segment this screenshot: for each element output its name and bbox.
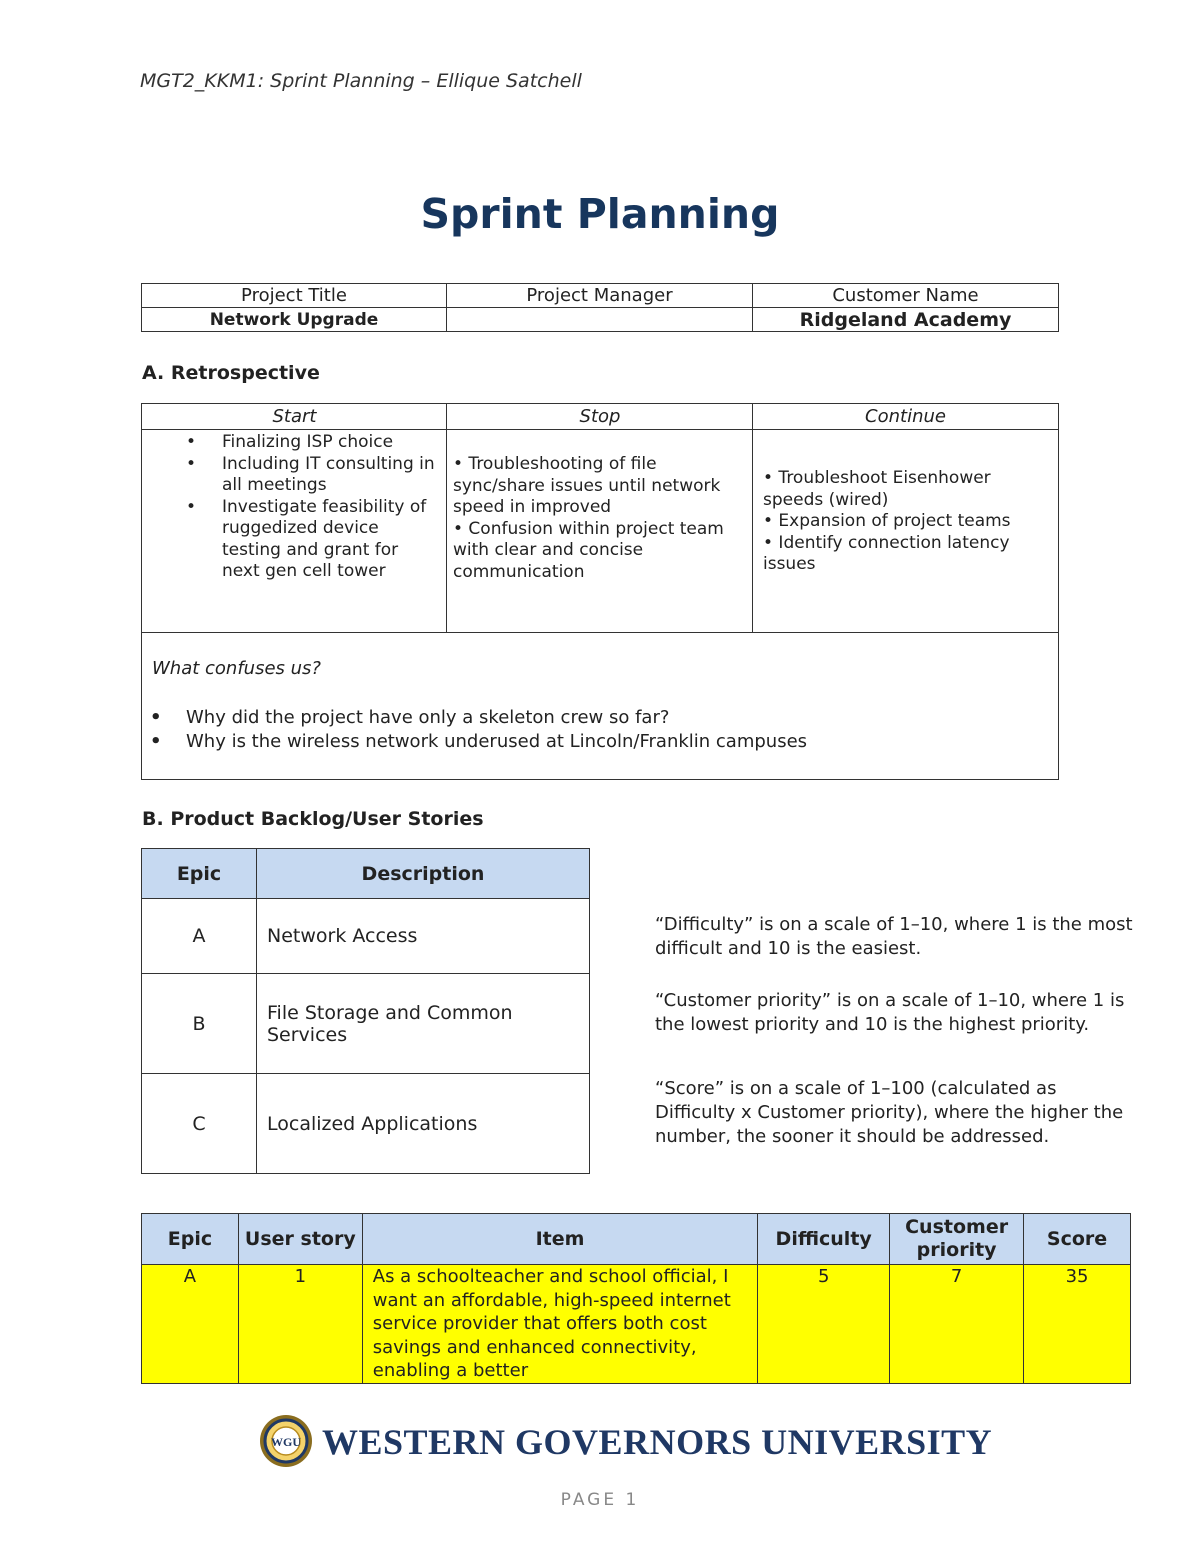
continue-item: • Identify connection latency issues	[763, 532, 1010, 574]
list-item: • Investigate feasibility of ruggedized device testing and grant for next gen cell tower	[142, 497, 440, 583]
stop-header: Stop	[447, 404, 753, 430]
epic-description: Network Access	[257, 899, 590, 974]
difficulty-note: “Difficulty” is on a scale of 1–10, where 1 is the most difficult and 10 is the easiest.	[655, 914, 1133, 959]
start-list	[142, 432, 440, 583]
customer-name-header: Customer Name	[753, 284, 1059, 308]
score-column-header: Score	[1024, 1214, 1131, 1265]
backlog-heading: B. Product Backlog/User Stories	[142, 808, 484, 830]
list-item: • Finalizing ISP choice	[142, 432, 440, 454]
page-title: Sprint Planning	[420, 190, 780, 238]
wgu-logo	[258, 1413, 993, 1469]
start-cell	[142, 430, 446, 632]
story-item: As a schoolteacher and school official, I want an affordable, high-speed internet service provider that offers both cost savings and enhanced connectivity, enabling a better	[362, 1265, 757, 1384]
epic-id: B	[142, 974, 257, 1074]
list-item: • Including IT consulting in all meetings	[142, 454, 440, 497]
list-item: • Why did the project have only a skeleton crew so far?	[142, 706, 807, 730]
epic-header: Epic	[142, 849, 257, 899]
continue-item: • Expansion of project teams	[763, 511, 1011, 531]
continue-item: • Troubleshoot Eisenhower speeds (wired)	[763, 468, 991, 510]
user-story-table	[141, 1213, 1131, 1384]
story-priority: 7	[890, 1265, 1024, 1384]
story-epic: A	[142, 1265, 239, 1384]
epic-id: C	[142, 1074, 257, 1174]
retrospective-table	[141, 403, 1059, 780]
confuse-question: What confuses us?	[152, 658, 321, 679]
story-score: 35	[1024, 1265, 1131, 1384]
stop-cell	[453, 430, 748, 632]
retrospective-heading: A. Retrospective	[142, 362, 320, 384]
table-row	[142, 1074, 590, 1174]
customer-name-value: Ridgeland Academy	[753, 308, 1059, 332]
table-row	[142, 899, 590, 974]
epic-table	[141, 848, 590, 1174]
wgu-seal-icon	[258, 1413, 314, 1469]
item-column-header: Item	[362, 1214, 757, 1265]
epic-description: Localized Applications	[257, 1074, 590, 1174]
project-manager-value	[447, 308, 753, 332]
document-header: MGT2_KKM1: Sprint Planning – Ellique Satchell	[140, 70, 582, 92]
project-info-table	[141, 283, 1059, 332]
confuse-list	[142, 706, 807, 754]
continue-cell	[763, 430, 1043, 632]
epic-description: File Storage and Common Services	[257, 974, 590, 1074]
stop-item: • Troubleshooting of file sync/share issues until network speed in improved	[453, 454, 721, 517]
epic-id: A	[142, 899, 257, 974]
table-row	[142, 974, 590, 1074]
project-manager-header: Project Manager	[447, 284, 753, 308]
stop-item: • Confusion within project team with clear and concise communication	[453, 518, 724, 582]
user-story-column-header: User story	[238, 1214, 362, 1265]
description-header: Description	[257, 849, 590, 899]
page-number: PAGE 1	[560, 1490, 640, 1510]
table-row	[142, 1265, 1131, 1384]
difficulty-column-header: Difficulty	[758, 1214, 890, 1265]
priority-note: “Customer priority” is on a scale of 1–10, where 1 is the lowest priority and 10 is the highest priority.	[655, 990, 1125, 1035]
continue-header: Continue	[753, 404, 1058, 430]
customer-priority-column-header: Customer priority	[890, 1214, 1024, 1265]
list-item: • Why is the wireless network underused at Lincoln/Franklin campuses	[142, 730, 807, 754]
start-header: Start	[142, 404, 447, 430]
story-number: 1	[238, 1265, 362, 1384]
story-difficulty: 5	[758, 1265, 890, 1384]
svg-text:WGU: WGU	[271, 1435, 301, 1449]
score-note: “Score” is on a scale of 1–100 (calculated as Difficulty x Customer priority), where the higher the number, the sooner it should be addressed.	[655, 1078, 1124, 1147]
project-title-value: Network Upgrade	[142, 308, 447, 332]
project-title-header: Project Title	[142, 284, 447, 308]
wgu-logo-text: WESTERN GOVERNORS UNIVERSITY	[322, 1422, 993, 1462]
epic-column-header: Epic	[142, 1214, 239, 1265]
